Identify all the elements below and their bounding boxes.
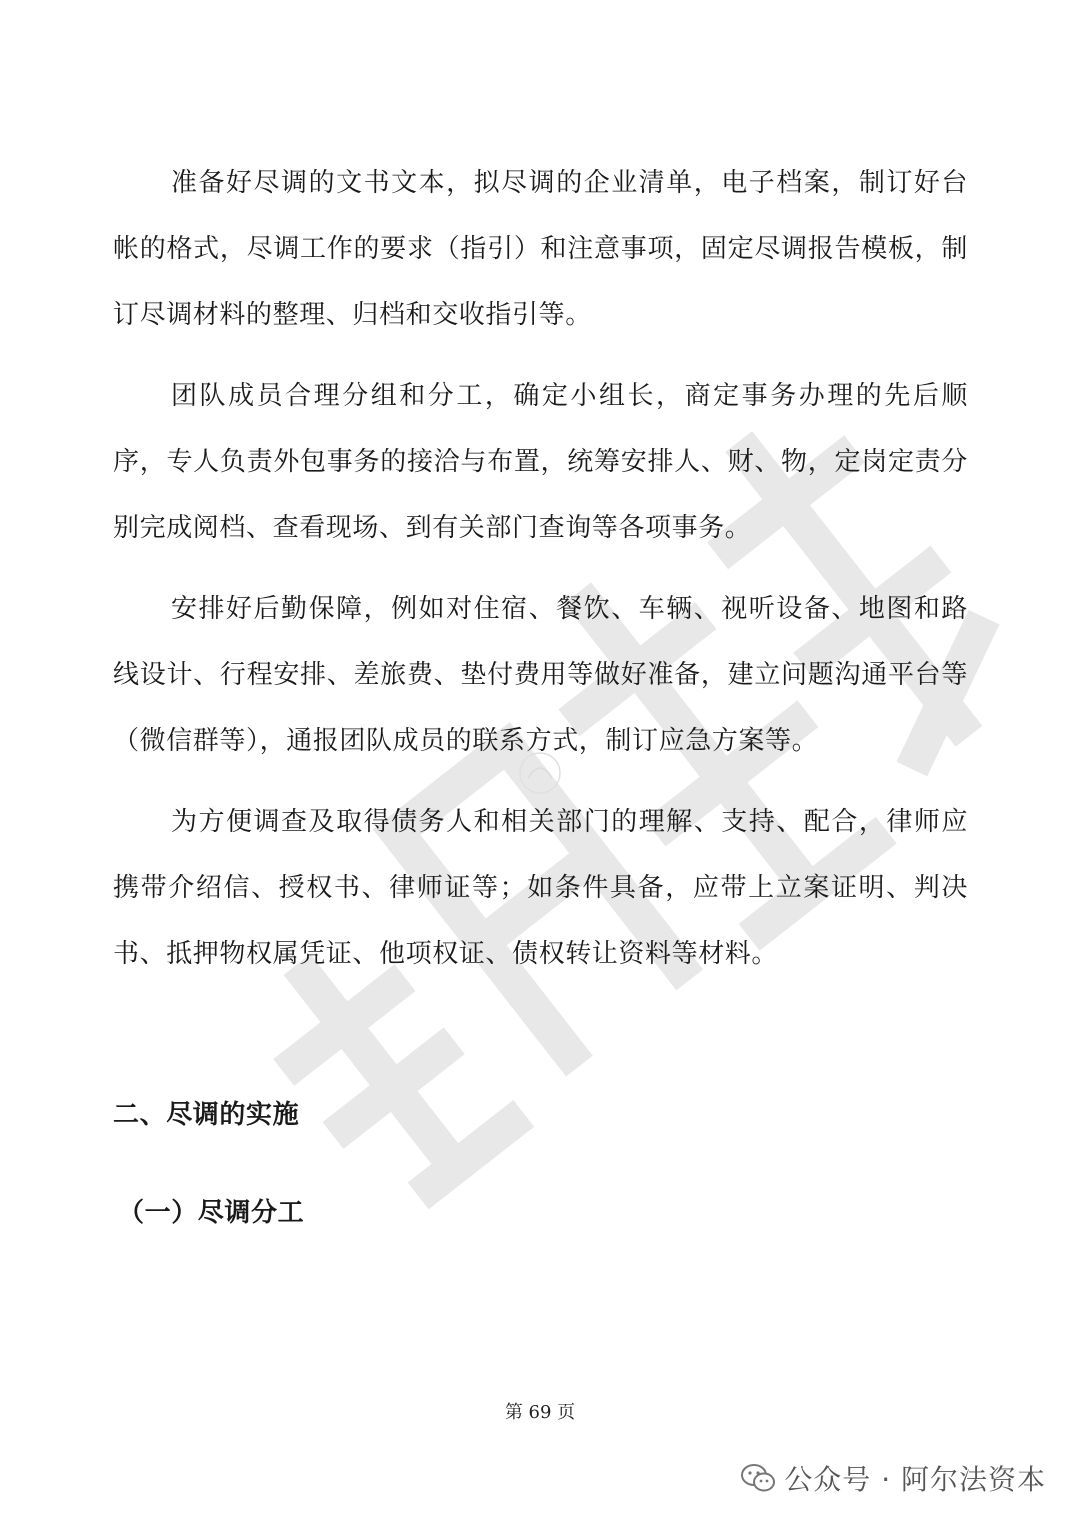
paragraph-preparation-docs: 准备好尽调的文书文本，拟尽调的企业清单，电子档案，制订好台帐的格式，尽调工作的要求（指引）和注意事项，固定尽调报告模板，制订尽调材料的整理、归档和交收指引等。 — [113, 168, 968, 330]
paragraph-credentials: 为方便调查及取得债务人和相关部门的理解、支持、配合，律师应携带介绍信、授权书、律师证等；如条件具备，应带上立案证明、判决书、抵押物权属凭证、他项权证、债权转让资料等材料。 — [113, 807, 968, 969]
sub-heading: （一）尽调分工 — [118, 1198, 305, 1228]
section-heading: 二、尽调的实施 — [113, 1100, 300, 1130]
footer-credit — [740, 1458, 1046, 1498]
paragraph-team-division: 团队成员合理分组和分工，确定小组长，商定事务办理的先后顺序，专人负责外包事务的接洽与布置，统筹安排人、财、物，定岗定责分别完成阅档、查看现场、到有关部门查询等各项事务。 — [113, 381, 968, 543]
page-number: 第 69 页 — [504, 1402, 576, 1423]
stamp-mark-icon — [510, 748, 570, 798]
body-text — [113, 150, 968, 1002]
wechat-icon — [740, 1462, 776, 1494]
paragraph-logistics: 安排好后勤保障，例如对住宿、餐饮、车辆、视听设备、地图和路线设计、行程安排、差旅费、垫付费用等做好准备，建立问题沟通平台等（微信群等），通报团队成员的联系方式，制订应急方案等。 — [113, 594, 968, 756]
footer-credit-text: 公众号 · 阿尔法资本 — [784, 1463, 1046, 1496]
